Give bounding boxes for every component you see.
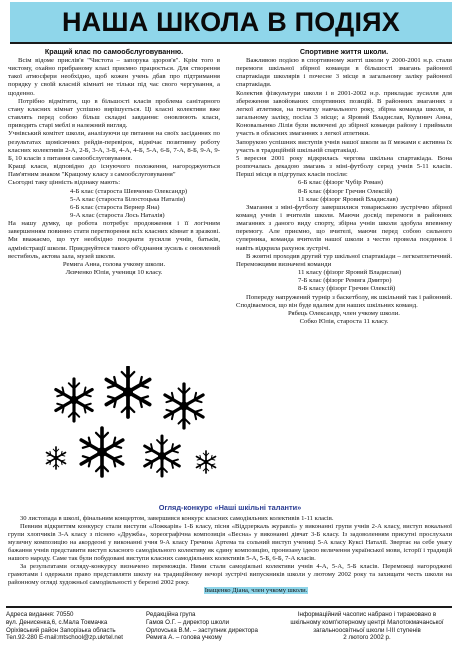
right-signature: Собко Юлія, староста 11 класу. bbox=[299, 318, 389, 325]
left-paragraph: Учнівський комітет школи, аналізуючи це питання на своїх засіданнях по результатах щомісячних рейдів-перевірок, відмічає позитивну роботу класних колективів 2-А, 2-Б, 3-А, 3-Б, 4-А, 4-Б, 5-А, 6-Б, 7-А, 8-Б, 9-А, 9-Б, 10 класів з питання самообслуговування. bbox=[8, 130, 220, 162]
left-paragraph: Сьогодні таку цінність відзнаку мають: bbox=[8, 179, 121, 187]
list-item: 8-Б клас (фізорг Гречин Олексій) bbox=[298, 187, 393, 195]
masthead bbox=[10, 2, 452, 44]
footer-line: загальноосвітньої школи І-ІІІ ступенів bbox=[313, 626, 421, 634]
footer-line: шкільному комп'ютерному центрі Малотокмачанської bbox=[290, 618, 444, 626]
bottom-paragraph: За результатами огляду-конкурсу визначено переможців. Ними стали самодіяльні колективи учнів 4-А, 5-А, 5-Б класів. Переможці нагороджені грамотами і одержали право представляти школу на традиційному вечорі зустрічі випускників школи у лютому 2002 року та захищати честь школи на районному огляді художньої самодіяльності у березні 2002 року. bbox=[8, 563, 452, 586]
left-paragraph: Кращі класи, відповідно до існуючого положення, нагороджуються Пам'ятним знаком "Кращому класу з самообслуговування" bbox=[8, 163, 220, 179]
section-title: Огляд-конкурс «Наші шкільні таланти» bbox=[158, 503, 302, 512]
footer-editorial bbox=[146, 611, 276, 642]
right-paragraph: Змагання з міні-футболу завершилися товариською зустріччю збірної команд учнів і вчителів школи. Маючи досвід перемоги в районних змаганнях з даного виду спорту, збірна учнів школи здобула впевнену перемогу. Але приємно, що вчителі, маючи перед собою сильного суперника, команда вчителів нашої школи з честю провела поєдинок і навіть відкрила рахунок зустрічі. bbox=[236, 203, 452, 252]
footer-line: Адреса видання: 70550 bbox=[6, 611, 74, 618]
left-signature: Ремига Анна, голова учкому школи. bbox=[62, 260, 166, 268]
list-item: 11 клас (фізорг Яровий Владислав) bbox=[298, 195, 398, 203]
list-item: 5-А клас (староста Білостоцька Наталія) bbox=[70, 195, 186, 203]
right-signature: Рябець Олександр, член учкому школи. bbox=[288, 309, 400, 317]
footer-line: Інформаційний часопис набрано і тиражовано в bbox=[297, 611, 437, 618]
snowflake-illustration bbox=[44, 366, 220, 484]
bottom-paragraph: 30 листопада в школі, фінальним концертом, завершився конкурс класних самодіяльних колективів 1-11 класів. bbox=[20, 515, 334, 522]
footer-line: Гамов О.Г. – директор школи bbox=[146, 618, 230, 626]
snowflake-icon bbox=[165, 384, 203, 428]
right-paragraph: Колектив фізкультури школи і в 2001-2002 н.р. прикладає зусилля для збереження завойованих спортивних позицій. В районних змаганнях з легкої атлетики, на початку навчального року, збірна команда школи, в загальному заліку, посіла 3 місце; а Яровий Владислав, Кулинич Анна, Коновальенко Лілія були включені до збірної команди району і приймали участь в обласних змаганнях з легкої атлетики. bbox=[236, 89, 452, 138]
list-item: 6-Б клас (староста Вернер Яна) bbox=[70, 203, 160, 211]
right-heading: Спортивне життя школи. bbox=[299, 47, 389, 56]
snowflake-icon bbox=[196, 451, 215, 473]
footer-imprint bbox=[282, 611, 452, 642]
bottom-signature-text: Іващенко Діана, член учкому школи. bbox=[204, 587, 308, 594]
snowflake-icon bbox=[56, 379, 92, 421]
list-item: 4-Б клас (староста Шевченко Олександр) bbox=[70, 187, 188, 195]
left-heading: Кращий клас по самообслуговуванню. bbox=[44, 47, 184, 56]
list-item: 6-Б клас (фізорг Чубір Роман) bbox=[298, 179, 384, 187]
list-item: 9-А клас (староста Лось Наталія) bbox=[70, 211, 165, 219]
right-paragraph: В жовтні проходив другий тур шкільної спартакіади – легкоатлетичний. Переможцями визначені команди bbox=[236, 252, 452, 268]
footer-line: Тел.92-280 E-mail:mtschool@zp.ukrtel.net bbox=[6, 634, 123, 642]
footer-line: вул. Денисенка,6, с.Мала Токмачка bbox=[6, 618, 108, 626]
left-signature: Лєвченко Юлія, учениця 10 класу. bbox=[65, 269, 163, 277]
footer-line: 2 лютого 2002 р. bbox=[343, 634, 391, 642]
snowflake-icon bbox=[145, 436, 180, 476]
snowflake-icon bbox=[81, 428, 123, 476]
right-paragraph: 5 вересня 2001 року відкрилась чергова шкільна спартакіада. Вона розпочалась декадою змагань з міні-футболу серед учнів 5-11 класів. Першi місця в підгрупах класів посіли: bbox=[236, 154, 452, 179]
right-column bbox=[236, 47, 452, 326]
list-item: 7-Б клас (фізорг Ремига Дмитро) bbox=[298, 277, 392, 285]
bottom-article bbox=[8, 515, 452, 595]
page-title: НАША ШКОЛА В ПОДІЯХ bbox=[61, 7, 401, 37]
left-paragraph: На нашу думку, це робота потребує продовження і її логічним завершенням повинно стати перетворення всіх класних кімнат в зразкові. Ми вважаємо, що тут необхідно поєднати зусилля учнів, батьків, адміністрації школи. Приєднуйтеся такого об'єднання зусиль є оновлений вестибюль, актова зала, музей школи. bbox=[8, 220, 220, 260]
footer-address bbox=[6, 611, 146, 642]
right-paragraph: Важливою подією в спортивному житті школи у 2000-2001 н.р. стали перемоги шкільної збірної команди в більшості змагань районної спартакіади школярів і почесне 3 місце в загальному заліку районної спартакіади. bbox=[236, 57, 452, 89]
bottom-paragraph: Певним відкриттям конкурсу стали виступи «Ложкарів» 1-Б класу, пісня «Віддзеркаль журавлі» у виконанні групи учнів 2-А класу, виступ вокальної групи хлопчиків 3-А класу з піснею «Дружба», хореографічна композиція «Весна» у виконанні дівчат 3-Б класу. Із задоволенням присутні прослухали музичну композицію на акордеоні у виконанні учня 9-А класу Гречина Артема та сольний виступ учениці 5-А класу Куксі Наталії. Звертає на себе увагу бажання учнів представити виступ класного самодіяльного колективу як єдину композицію, пронизану ідеєю величення української мови, історії і традицій нашого народу. Саме так були побудовані виступи класних самодіяльних колективів 5-А, 5-Б, 6-Б, 7-А класів. bbox=[8, 523, 452, 562]
footer-line: Ремига А. – голова учкому bbox=[146, 634, 222, 642]
right-paragraph: Запорукою успішних виступів учнів нашої школи за її межами є активна їх участь в традиційній шкільній спартакіаді. bbox=[236, 138, 452, 154]
left-column bbox=[8, 47, 220, 277]
snowflake-icon bbox=[106, 367, 149, 417]
list-item: 11 класу (фізорг Яровий Владислав) bbox=[298, 269, 402, 277]
left-paragraph: Всім відоме прислів'я "Чистота – запорука здоров'я". Крім того в чистому, охайно прибраному класі приємно працюється. Для створення такої атмосфери необхідно, щоб кожен учень дбав про підтримання порядку у своїй класній кімнаті не тільки під час свого чергування, а щоденно. bbox=[8, 57, 220, 97]
left-paragraph: Потрібно відмітити, що в більшості класів проблема санітарного стану класних кімнат успішно вирішується. Ці класні колективи вже ставлять перед собою більш складні завдання: оновлюють класи, приводять старі меблі в належний вигляд. bbox=[8, 97, 220, 130]
snowflake-icon bbox=[46, 447, 65, 469]
footer-line: Орлovська В.М. – заступник директора bbox=[146, 626, 258, 634]
bottom-signature bbox=[48, 587, 452, 595]
footer bbox=[6, 606, 452, 648]
list-item: 8-Б класу (фізорг Гречин Олексій) bbox=[298, 285, 396, 293]
footer-line: Оріхівський район Запорізька область bbox=[6, 626, 116, 634]
footer-line: Редакційна група bbox=[146, 611, 196, 618]
right-paragraph: Попереду напружений турнір з баскетболу, як шкільний так і районний. Сподіваємося, що він буде вдалим для наших шкільних команд. bbox=[236, 293, 452, 309]
